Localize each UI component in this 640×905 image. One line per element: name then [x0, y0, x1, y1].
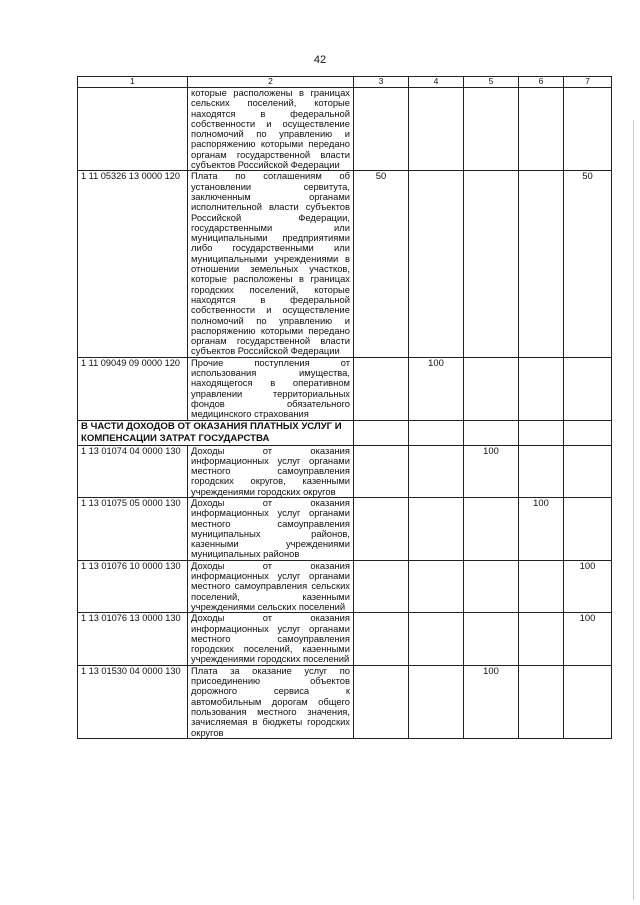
value-cell: 100 [519, 497, 564, 560]
value-cell [519, 88, 564, 171]
value-cell [464, 171, 519, 357]
income-description: Доходы от оказания информационных услуг органами местного самоуправления сельских поселений, казенными учреждениями сельских поселений [188, 560, 354, 612]
income-description: Прочие поступления от использования имущества, находящегося в оперативном управлении территориальных фондов обязательного медицинского страхования [188, 357, 354, 420]
income-description: Доходы от оказания информационных услуг органами местного самоуправления городских поселений, казенными учреждениями городских поселений [188, 613, 354, 665]
budget-code: 1 11 09049 09 0000 120 [78, 357, 188, 420]
budget-code: 1 13 01074 04 0000 130 [78, 445, 188, 497]
income-description: Плата по соглашениям об установлении сервитута, заключенным органами исполнительной власти субъектов Российской Федерации, государственными или муниципальными предприятиями либо государственными или муниципальными учреждениями в отношении земельных участков, которые расположены в границах городских поселений, которые находятся в федеральной собственности и осуществление полномочий по управлению и распоряжению которыми передано органам государственной власти субъектов Российской Федерации [188, 171, 354, 357]
value-cell: 100 [464, 445, 519, 497]
income-description: Доходы от оказания информационных услуг органами местного самоуправления муниципальных районов, казенными учреждениями муниципальных районов [188, 497, 354, 560]
table-row [78, 357, 612, 420]
header-row [78, 77, 612, 88]
value-cell [409, 445, 464, 497]
budget-code: 1 13 01075 05 0000 130 [78, 497, 188, 560]
value-cell [564, 497, 612, 560]
value-cell [409, 88, 464, 171]
column-header: 7 [564, 77, 612, 88]
budget-code: 1 13 01530 04 0000 130 [78, 665, 188, 738]
column-header: 3 [354, 77, 409, 88]
value-cell [564, 88, 612, 171]
column-header: 5 [464, 77, 519, 88]
value-cell: 100 [409, 357, 464, 420]
table-row [78, 445, 612, 497]
value-cell [354, 665, 409, 738]
column-header: 1 [78, 77, 188, 88]
table-row [78, 497, 612, 560]
value-cell [519, 560, 564, 612]
value-cell [354, 613, 409, 665]
value-cell [409, 171, 464, 357]
table-row [78, 560, 612, 612]
value-cell: 100 [564, 560, 612, 612]
value-cell [464, 560, 519, 612]
table-row [78, 171, 612, 357]
value-cell [519, 665, 564, 738]
value-cell [409, 560, 464, 612]
value-cell: 100 [464, 665, 519, 738]
income-description: Плата за оказание услуг по присоединению объектов дорожного сервиса к автомобильным дорогам общего пользования местного значения, зачисляемая в бюджеты городских округов [188, 665, 354, 738]
budget-code: 1 13 01076 10 0000 130 [78, 560, 188, 612]
revenue-distribution-table [77, 76, 612, 739]
value-cell [564, 665, 612, 738]
column-header: 4 [409, 77, 464, 88]
value-cell [519, 357, 564, 420]
value-cell: 50 [564, 171, 612, 357]
budget-code [78, 88, 188, 171]
value-cell [409, 497, 464, 560]
value-cell [564, 445, 612, 497]
budget-code: 1 11 05326 13 0000 120 [78, 171, 188, 357]
value-cell [519, 445, 564, 497]
value-cell [519, 613, 564, 665]
value-cell [464, 88, 519, 171]
column-header: 6 [519, 77, 564, 88]
value-cell [464, 497, 519, 560]
value-cell [354, 560, 409, 612]
value-cell [354, 445, 409, 497]
table-row [78, 665, 612, 738]
scan-edge-line [633, 120, 634, 900]
value-cell: 50 [354, 171, 409, 357]
value-cell [409, 665, 464, 738]
value-cell [354, 357, 409, 420]
value-cell [354, 497, 409, 560]
page-number: 42 [313, 54, 327, 66]
value-cell [464, 613, 519, 665]
value-cell: 100 [564, 613, 612, 665]
value-cell [464, 357, 519, 420]
section-row [78, 420, 612, 445]
income-description: которые расположены в границах сельских поселений, которые находятся в федеральной собственности и осуществление полномочий по управлению и распоряжению которыми передано органам государственной власти субъектов Российской Федерации [188, 88, 354, 171]
value-cell [564, 357, 612, 420]
value-cell [409, 613, 464, 665]
income-description: Доходы от оказания информационных услуг органами местного самоуправления городских округов, казенными учреждениями городских округов [188, 445, 354, 497]
value-cell [519, 171, 564, 357]
table-row [78, 88, 612, 171]
table-row [78, 613, 612, 665]
column-header: 2 [188, 77, 354, 88]
value-cell [354, 88, 409, 171]
budget-code: 1 13 01076 13 0000 130 [78, 613, 188, 665]
section-heading: В ЧАСТИ ДОХОДОВ ОТ ОКАЗАНИЯ ПЛАТНЫХ УСЛУГ И КОМПЕНСАЦИИ ЗАТРАТ ГОСУДАРСТВА [78, 420, 354, 445]
